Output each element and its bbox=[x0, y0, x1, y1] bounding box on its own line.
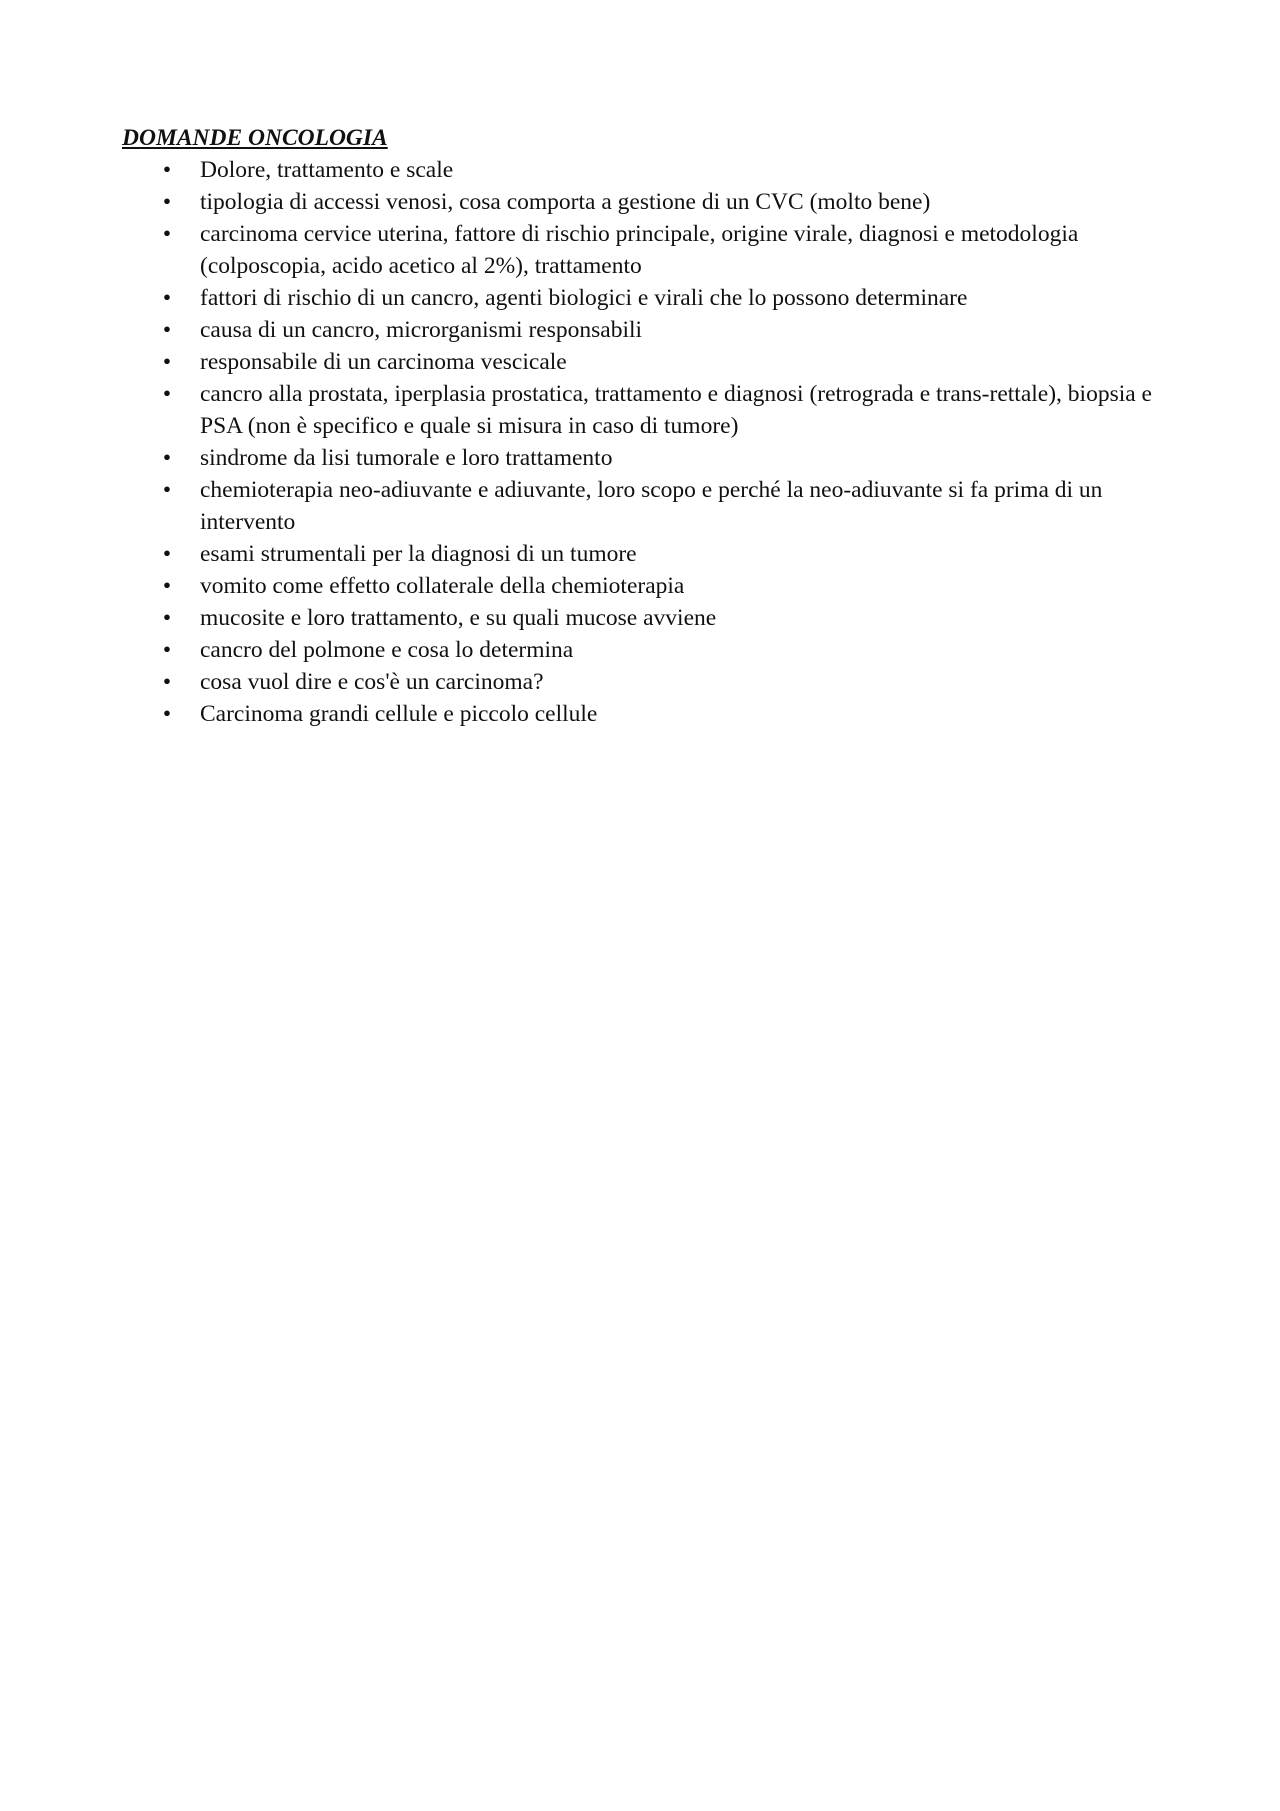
list-item bbox=[162, 442, 1182, 474]
bullet-icon: • bbox=[162, 701, 172, 727]
question-list bbox=[122, 154, 1182, 730]
bullet-icon: • bbox=[162, 445, 172, 471]
list-item bbox=[162, 570, 1182, 602]
list-item-text: cancro del polmone e cosa lo determina bbox=[200, 637, 574, 663]
list-item bbox=[162, 218, 1182, 282]
list-item bbox=[162, 538, 1182, 570]
bullet-icon: • bbox=[162, 349, 172, 375]
list-item-text: Carcinoma grandi cellule e piccolo cellule bbox=[200, 701, 598, 727]
list-item bbox=[162, 378, 1182, 442]
bullet-icon: • bbox=[162, 189, 172, 215]
list-item bbox=[162, 634, 1182, 666]
list-item bbox=[162, 666, 1182, 698]
list-item bbox=[162, 602, 1182, 634]
list-item-text: mucosite e loro trattamento, e su quali mucose avviene bbox=[200, 605, 717, 631]
bullet-icon: • bbox=[162, 541, 172, 567]
document-content bbox=[122, 122, 1182, 730]
list-item-text: chemioterapia neo-adiuvante e adiuvante, loro scopo e perché la neo-adiuvante si fa prima di un intervento bbox=[200, 477, 1103, 535]
document-title: DOMANDE ONCOLOGIA bbox=[122, 125, 388, 151]
list-item-text: responsabile di un carcinoma vescicale bbox=[200, 349, 567, 375]
list-item bbox=[162, 314, 1182, 346]
list-item bbox=[162, 346, 1182, 378]
list-item-text: esami strumentali per la diagnosi di un tumore bbox=[200, 541, 637, 567]
bullet-icon: • bbox=[162, 477, 172, 503]
bullet-icon: • bbox=[162, 637, 172, 663]
list-item-text: causa di un cancro, microrganismi responsabili bbox=[200, 317, 643, 343]
list-item-text: vomito come effetto collaterale della chemioterapia bbox=[200, 573, 685, 599]
list-item-text: carcinoma cervice uterina, fattore di rischio principale, origine virale, diagnosi e metodologia (colposcopia, acido acetico al 2%), trattamento bbox=[200, 221, 1079, 279]
bullet-icon: • bbox=[162, 605, 172, 631]
list-item-text: tipologia di accessi venosi, cosa comporta a gestione di un CVC (molto bene) bbox=[200, 189, 931, 215]
bullet-icon: • bbox=[162, 381, 172, 407]
bullet-icon: • bbox=[162, 669, 172, 695]
bullet-icon: • bbox=[162, 573, 172, 599]
bullet-icon: • bbox=[162, 317, 172, 343]
list-item-text: cancro alla prostata, iperplasia prostatica, trattamento e diagnosi (retrograda e trans-rettale), biopsia e PSA (non è specifico e quale si misura in caso di tumore) bbox=[200, 381, 1152, 439]
list-item bbox=[162, 474, 1182, 538]
list-item-text: cosa vuol dire e cos'è un carcinoma? bbox=[200, 669, 544, 695]
bullet-icon: • bbox=[162, 221, 172, 247]
list-item bbox=[162, 282, 1182, 314]
bullet-icon: • bbox=[162, 285, 172, 311]
list-item-text: sindrome da lisi tumorale e loro trattamento bbox=[200, 445, 613, 471]
list-item-text: Dolore, trattamento e scale bbox=[200, 157, 454, 183]
list-item bbox=[162, 698, 1182, 730]
list-item-text: fattori di rischio di un cancro, agenti biologici e virali che lo possono determinare bbox=[200, 285, 968, 311]
list-item bbox=[162, 186, 1182, 218]
list-item bbox=[162, 154, 1182, 186]
bullet-icon: • bbox=[162, 157, 172, 183]
